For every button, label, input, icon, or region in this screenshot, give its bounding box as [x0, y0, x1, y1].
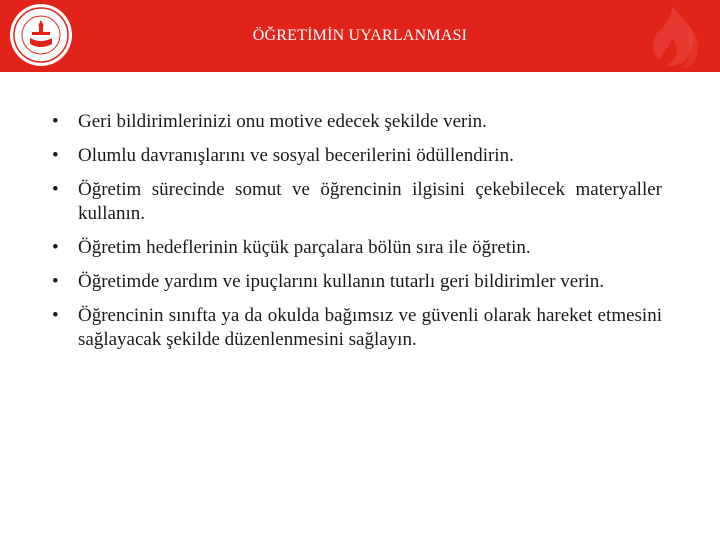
flame-icon [632, 4, 712, 70]
list-item [52, 270, 662, 294]
bullet-marker: • [52, 111, 59, 132]
bullet-marker: • [52, 271, 59, 292]
list-item [52, 236, 662, 260]
bullet-marker: • [52, 145, 59, 166]
bullet-marker: • [52, 305, 59, 326]
bullet-text: Öğretimde yardım ve ipuçlarını kullanın tutarlı geri bildirimler verin. [78, 271, 605, 292]
bullet-marker: • [52, 237, 59, 258]
slide-header [0, 0, 720, 72]
bullet-text: Öğretim sürecinde somut ve öğrencinin ilgisini çekebilecek materyaller kullanın. [78, 179, 662, 224]
bullet-text: Geri bildirimlerinizi onu motive edecek şekilde verin. [78, 111, 487, 132]
list-item [52, 144, 662, 168]
bullet-marker: • [52, 179, 59, 200]
page-title: ÖĞRETİMİN UYARLANMASI [252, 27, 468, 44]
bullet-text: Olumlu davranışlarını ve sosyal becerilerini ödüllendirin. [78, 145, 514, 166]
list-item [52, 304, 662, 352]
list-item [52, 110, 662, 134]
bullet-list [52, 110, 662, 362]
bullet-text: Öğretim hedeflerinin küçük parçalara bölün sıra ile öğretin. [78, 237, 531, 258]
list-item [52, 178, 662, 226]
bullet-text: Öğrencinin sınıfta ya da okulda bağımsız ve güvenli olarak hareket etmesini sağlayacak şekilde düzenlenmesini sağlayın. [78, 305, 662, 350]
